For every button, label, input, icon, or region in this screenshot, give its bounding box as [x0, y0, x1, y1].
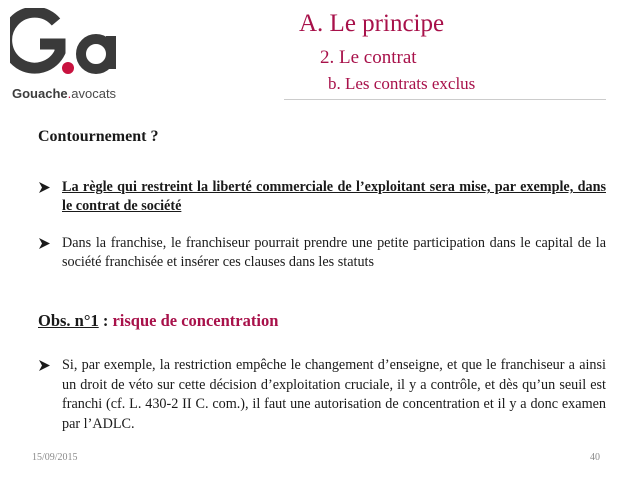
page-number: 40 — [590, 452, 600, 463]
slide-title: A. Le principe — [299, 10, 445, 37]
arrow-bullet-icon — [38, 181, 51, 194]
logo — [10, 8, 122, 100]
content-heading: Contournement ? — [38, 128, 159, 145]
bullet-item — [38, 178, 606, 216]
logo-brand-bold: Gouache — [12, 86, 68, 101]
header-divider — [284, 99, 606, 100]
bullet-text: Dans la franchise, le franchiseur pourrait prendre une petite participation dans le capital de la société franchisée et insérer ces clauses dans les statuts — [62, 235, 606, 270]
bullet-text: Si, par exemple, la restriction empêche le changement d’enseigne, et que le franchiseur a ainsi un droit de véto sur cette décision d’exploitation cruciale, il y a contrôle, et dès qu’un seuil est franchi (cf. L. 430-2 II C. com.), il faut une autorisation de concentration et il y a donc examen par l’ADLC. — [62, 357, 606, 432]
logo-brand-rest: avocats — [71, 86, 117, 101]
observation-label: Obs. n°1 — [38, 311, 99, 330]
logo-brand-text — [12, 86, 116, 101]
bullet-item — [38, 234, 606, 272]
observation-heading — [38, 311, 278, 331]
arrow-bullet-icon — [38, 359, 51, 372]
bullet-item — [38, 356, 606, 434]
logo-brand-dot: . — [67, 86, 72, 101]
footer-date: 15/09/2015 — [32, 452, 78, 463]
observation-separator: : — [98, 311, 113, 330]
ga-logo-mark — [10, 8, 122, 82]
arrow-bullet-icon — [38, 237, 51, 250]
slide-subtitle: 2. Le contrat — [320, 47, 417, 68]
observation-topic: risque de concentration — [112, 311, 279, 330]
bullet-text: La règle qui restreint la liberté commerciale de l’exploitant sera mise, par exemple, dans le contrat de société — [62, 179, 606, 214]
slide-section: b. Les contrats exclus — [328, 74, 476, 93]
